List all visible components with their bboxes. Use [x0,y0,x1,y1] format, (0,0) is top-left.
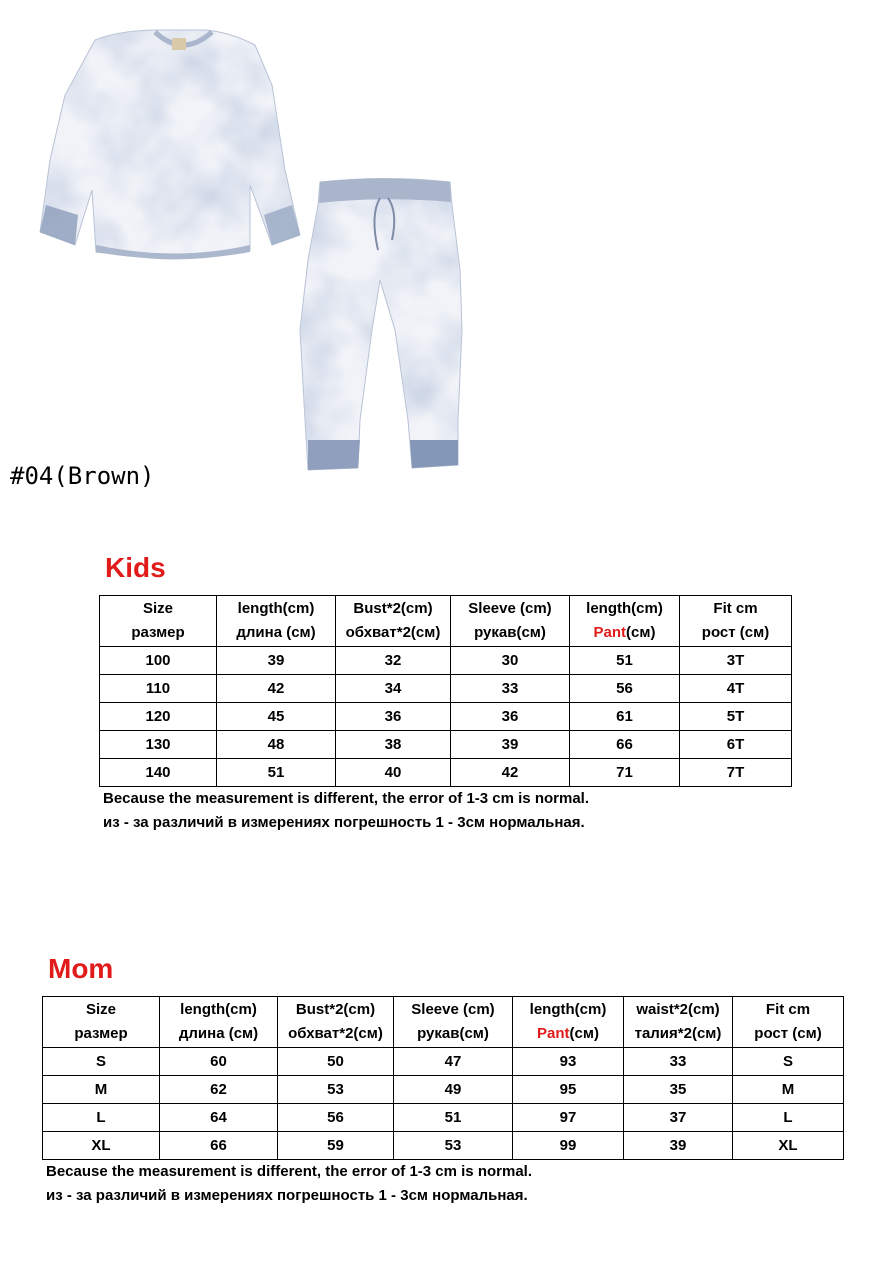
table-cell: 38 [336,731,451,759]
table-cell: 53 [278,1076,394,1104]
mom-header-cell [278,997,394,1048]
table-cell: 62 [160,1076,278,1104]
kids-header-cell [100,596,217,647]
header-label-en: Bust*2(cm) [353,600,433,617]
table-cell: 60 [160,1048,278,1076]
table-cell: 56 [570,675,680,703]
table-cell: 95 [513,1076,624,1104]
table-cell: 6T [680,731,792,759]
mom-header-cell [160,997,278,1048]
header-label-en: length(cm) [180,1001,257,1018]
table-cell: XL [733,1132,844,1160]
table-cell: 110 [100,675,217,703]
kids-title: Kids [105,552,166,583]
header-label-ru: талия*2(см) [634,1025,722,1042]
table-cell: 49 [394,1076,513,1104]
table-cell: 39 [451,731,570,759]
header-label-ru: длина (см) [178,1025,259,1042]
table-cell: 48 [217,731,336,759]
table-row [100,647,792,675]
kids-header-cell [217,596,336,647]
table-row [100,703,792,731]
header-label-en: Size [142,600,173,617]
table-cell: 50 [278,1048,394,1076]
table-cell: 33 [624,1048,733,1076]
table-cell: 37 [624,1104,733,1132]
header-label-ru: рост (см) [701,624,770,641]
header-label-ru [570,621,679,645]
table-cell: 100 [100,647,217,675]
table-cell: 61 [570,703,680,731]
header-label-en: Fit cm [713,600,758,617]
mom-header-cell [394,997,513,1048]
table-cell: 35 [624,1076,733,1104]
table-cell: 71 [570,759,680,787]
table-row [43,1048,844,1076]
table-row [100,731,792,759]
mom-size-table [42,996,844,1160]
table-cell: M [43,1076,160,1104]
header-label-ru: рукав(см) [417,1025,489,1042]
table-cell: 32 [336,647,451,675]
mom-header-cell [513,997,624,1048]
table-cell: 39 [624,1132,733,1160]
header-label-unit: (см) [626,624,656,641]
table-cell: 36 [336,703,451,731]
table-cell: S [733,1048,844,1076]
product-image [0,0,480,480]
mom-note-ru: из - за различий в измерениях погрешность 1 - 3см нормальная. [46,1187,528,1204]
table-cell: L [733,1104,844,1132]
table-cell: XL [43,1132,160,1160]
table-cell: 51 [570,647,680,675]
header-label-ru: рост (см) [754,1025,822,1042]
mom-header-cell [43,997,160,1048]
sweatshirt-illustration [0,0,320,270]
table-cell: S [43,1048,160,1076]
table-cell: 34 [336,675,451,703]
table-cell: 33 [451,675,570,703]
header-label-en: Sleeve (cm) [468,600,552,617]
table-cell: 40 [336,759,451,787]
header-label-en: Fit cm [765,1001,811,1018]
mom-header-cell [624,997,733,1048]
table-cell: 51 [217,759,336,787]
header-label-ru: размер [131,624,185,641]
header-label-highlight: Pant [537,1025,570,1042]
header-label-en: length(cm) [586,600,663,617]
table-cell: 120 [100,703,217,731]
kids-header-cell [451,596,570,647]
table-cell: 42 [217,675,336,703]
table-cell: 39 [217,647,336,675]
table-cell: 59 [278,1132,394,1160]
table-cell: 53 [394,1132,513,1160]
table-cell: 45 [217,703,336,731]
table-cell: 56 [278,1104,394,1132]
mom-title: Mom [48,953,114,984]
mom-header-row [43,997,844,1048]
kids-header-cell [680,596,792,647]
table-cell: 51 [394,1104,513,1132]
table-cell: 99 [513,1132,624,1160]
table-cell: 47 [394,1048,513,1076]
header-label-highlight: Pant [593,624,627,641]
table-cell: 5T [680,703,792,731]
table-cell: 7T [680,759,792,787]
kids-header-row [100,596,792,647]
table-row [43,1132,844,1160]
header-label-ru: обхват*2(см) [345,624,441,641]
table-cell: L [43,1104,160,1132]
header-label-unit: (см) [569,1025,599,1042]
header-label-ru: обхват*2(см) [288,1025,383,1042]
header-label-ru: длина (см) [236,624,316,641]
header-label-en: waist*2(cm) [636,1001,720,1018]
kids-size-table [99,595,792,787]
table-row [100,759,792,787]
header-label-en: length(cm) [529,1001,607,1018]
table-cell: 36 [451,703,570,731]
table-cell: 4T [680,675,792,703]
table-cell: 64 [160,1104,278,1132]
header-label-en: Bust*2(cm) [295,1001,376,1018]
table-cell: 66 [570,731,680,759]
kids-header-cell [570,596,680,647]
table-row [43,1076,844,1104]
kids-note-ru: из - за различий в измерениях погрешность 1 - 3см нормальная. [103,814,585,831]
table-cell: 97 [513,1104,624,1132]
table-cell: 66 [160,1132,278,1160]
table-row [43,1104,844,1132]
table-row [100,675,792,703]
table-cell: 3T [680,647,792,675]
header-label-en: length(cm) [237,600,315,617]
mom-header-cell [733,997,844,1048]
pants-illustration [290,170,480,480]
table-cell: 93 [513,1048,624,1076]
header-label-en: Sleeve (cm) [411,1001,495,1018]
header-label-en: Size [85,1001,116,1018]
kids-note-en: Because the measurement is different, the error of 1-3 cm is normal. [103,790,589,807]
table-cell: 30 [451,647,570,675]
header-label-ru: размер [74,1025,128,1042]
table-cell: 140 [100,759,217,787]
header-label-ru [513,1022,623,1046]
header-label-ru: рукав(см) [474,624,546,641]
kids-header-cell [336,596,451,647]
table-cell: M [733,1076,844,1104]
table-cell: 42 [451,759,570,787]
table-cell: 130 [100,731,217,759]
mom-note-en: Because the measurement is different, the error of 1-3 cm is normal. [46,1163,532,1180]
color-label: #04(Brown) [10,462,155,490]
